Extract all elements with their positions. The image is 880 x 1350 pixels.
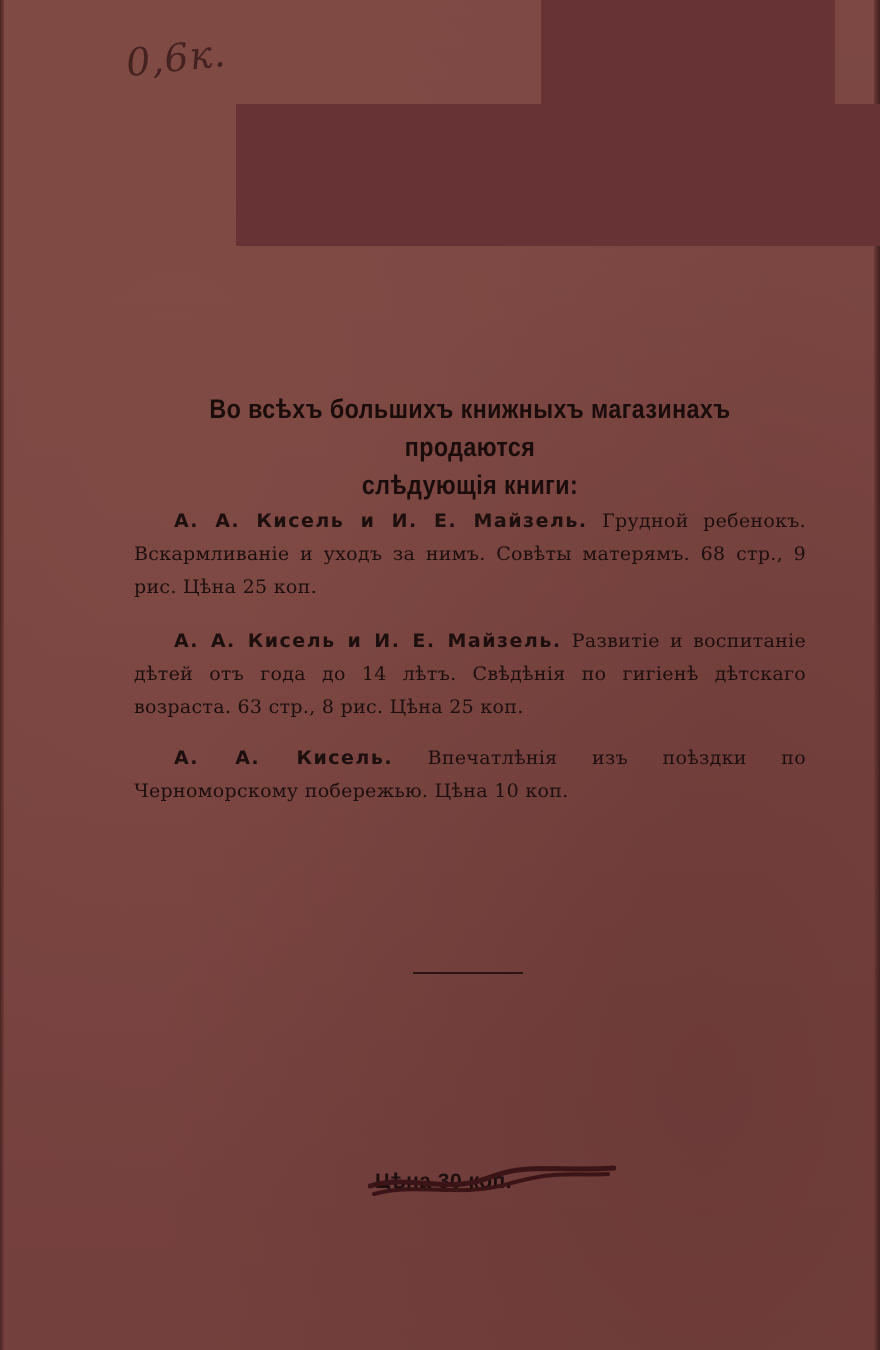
book-entry	[134, 742, 806, 808]
book-authors: А. А. Кисель и И. Е. Майзель.	[174, 510, 588, 532]
divider-rule	[413, 972, 523, 974]
book-authors: А. А. Кисель.	[174, 747, 394, 769]
book-description: Развитіе и воспитаніе дѣтей отъ года до 14 лѣтъ. Свѣдѣнія по гигіенѣ дѣтскаго возраста. 63 стр., 8 рис. Цѣна 25 коп.	[134, 630, 806, 718]
heading-line-1: Во всѣхъ большихъ книжныхъ магазинахъ продаются	[209, 394, 731, 462]
book-entry	[134, 505, 806, 604]
book-description: Впечатлѣнія изъ поѣздки по Черноморскому побережью. Цѣна 10 коп.	[134, 747, 806, 802]
advertisement-heading	[178, 390, 763, 504]
left-page-edge	[0, 0, 4, 1350]
handwritten-note: 0,6к.	[123, 30, 229, 86]
book-description: Грудной ребенокъ. Вскармливаніе и уходъ за нимъ. Совѣты матерямъ. 68 стр., 9 рис. Цѣна 25 коп.	[134, 510, 806, 598]
book-authors: А. А. Кисель и И. Е. Майзель.	[174, 630, 562, 652]
ink-strikethrough	[368, 1164, 616, 1204]
heading-line-2: слѣдующія книги:	[361, 470, 579, 500]
paper-repair-patch	[236, 104, 880, 246]
book-entry	[134, 625, 806, 724]
cover-price: Цѣна 30 коп.	[375, 1170, 513, 1193]
paper-repair-patch-top	[541, 0, 835, 104]
